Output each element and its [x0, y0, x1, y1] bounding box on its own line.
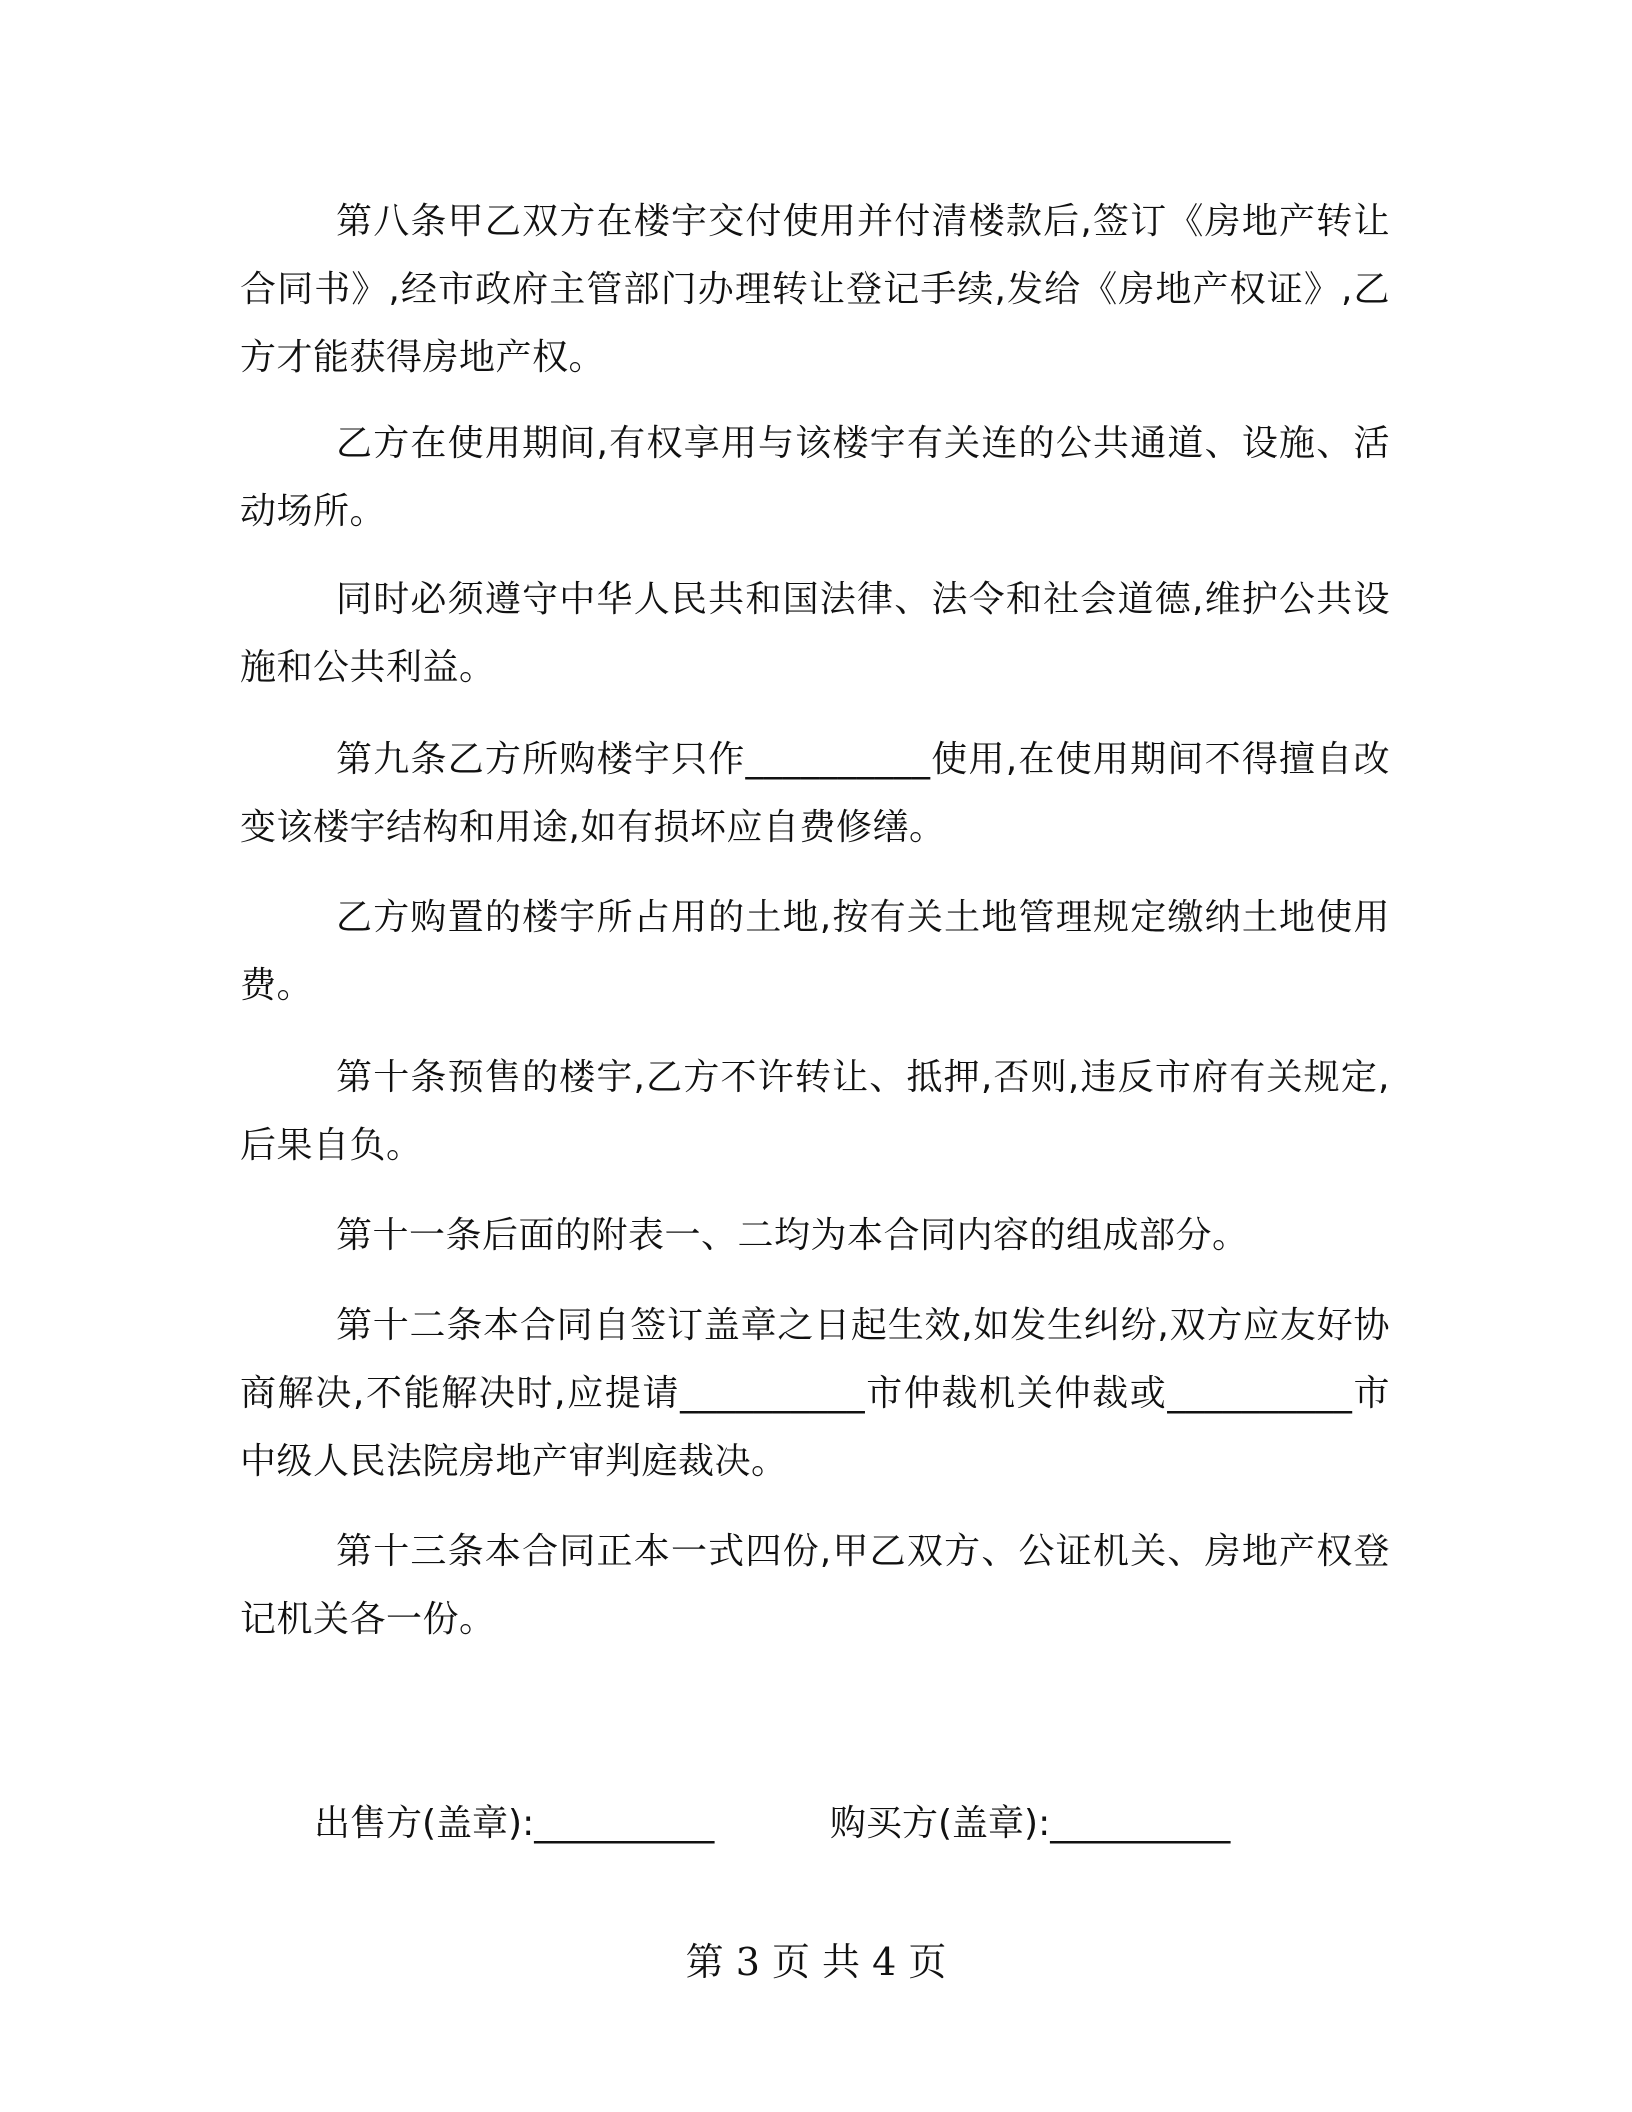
- paragraph-article-13: 第十三条本合同正本一式四份,甲乙双方、公证机关、房地产权登记机关各一份。: [240, 1531, 1390, 1640]
- paragraph-land-fee: 乙方购置的楼宇所占用的土地,按有关土地管理规定缴纳土地使用费。: [240, 897, 1390, 1006]
- paragraph-article-10: 第十条预售的楼宇,乙方不许转让、抵押,否则,违反市府有关规定,后果自负。: [240, 1057, 1390, 1166]
- seller-signature-line: 出售方(盖章):__________: [314, 1803, 715, 1844]
- buyer-signature-line: 购买方(盖章):__________: [830, 1803, 1231, 1844]
- paragraph-article-11: 第十一条后面的附表一、二均为本合同内容的组成部分。: [336, 1215, 1249, 1256]
- paragraph-article-8: 第八条甲乙双方在楼宇交付使用并付清楼款后,签订《房地产转让合同书》,经市政府主管部门办理转让登记手续,发给《房地产权证》,乙方才能获得房地产权。: [240, 201, 1390, 378]
- paragraph-facilities: 乙方在使用期间,有权享用与该楼宇有关连的公共通道、设施、活动场所。: [240, 423, 1390, 532]
- paragraph-laws: 同时必须遵守中华人民共和国法律、法令和社会道德,维护公共设施和公共利益。: [240, 579, 1390, 688]
- paragraph-article-9: 第九条乙方所购楼宇只作__________使用,在使用期间不得擅自改变该楼宇结构和用途,如有损坏应自费修缮。: [240, 739, 1390, 848]
- page-number-footer: 第 3 页 共 4 页: [685, 1940, 947, 1984]
- paragraph-article-12: 第十二条本合同自签订盖章之日起生效,如发生纠纷,双方应友好协商解决,不能解决时,应提请__________市仲裁机关仲裁或__________市中级人民法院房地产审判庭裁决。: [240, 1305, 1390, 1482]
